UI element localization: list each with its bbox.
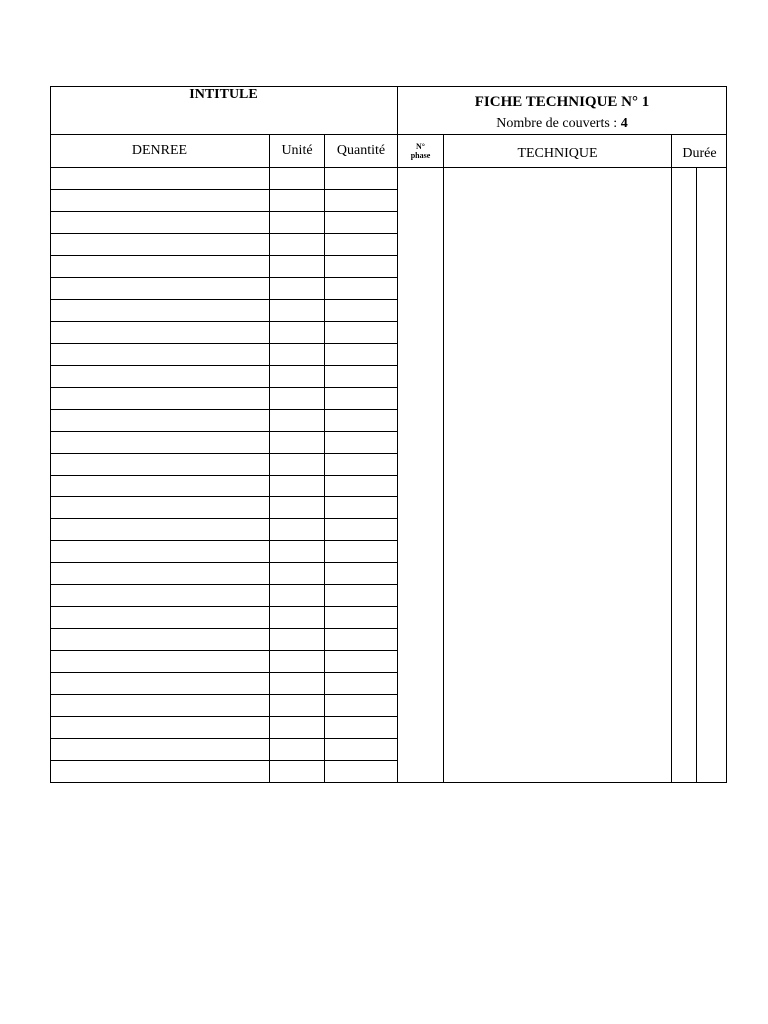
border-left <box>50 86 51 783</box>
ingredient-row-line <box>50 518 397 519</box>
column-header-quantite: Quantité <box>336 143 386 158</box>
ingredient-row-line <box>50 453 397 454</box>
ingredient-row-line <box>50 431 397 432</box>
column-header-phase <box>398 140 443 162</box>
ingredient-row-line <box>50 409 397 410</box>
phase-line-1: N° <box>416 142 425 151</box>
border-bottom <box>50 782 727 783</box>
divider-duree-inner <box>696 167 697 783</box>
ingredient-row-line <box>50 343 397 344</box>
header-separator <box>50 134 727 135</box>
border-right <box>726 86 727 783</box>
ingredient-row-line <box>50 540 397 541</box>
ingredient-row-line <box>50 255 397 256</box>
ingredient-row-line <box>50 277 397 278</box>
ingredient-row-line <box>50 760 397 761</box>
divider-left-right-block <box>397 86 398 783</box>
ingredient-row-line <box>50 496 397 497</box>
column-header-separator <box>50 167 727 168</box>
couverts-label: Nombre de couverts : <box>496 116 618 131</box>
ingredient-row-line <box>50 562 397 563</box>
intitule-label: INTITULE <box>189 87 258 102</box>
ingredient-row-line <box>50 189 397 190</box>
ingredient-row-line <box>50 387 397 388</box>
ingredient-row-line <box>50 475 397 476</box>
divider-technique-duree <box>671 134 672 783</box>
ingredient-row-line <box>50 738 397 739</box>
ingredient-row-line <box>50 694 397 695</box>
ingredient-row-line <box>50 716 397 717</box>
ingredient-row-line <box>50 672 397 673</box>
divider-phase-technique <box>443 134 444 783</box>
ingredient-row-line <box>50 650 397 651</box>
ingredient-row-line <box>50 628 397 629</box>
ingredient-row-line <box>50 584 397 585</box>
column-header-denree: DENREE <box>131 143 188 158</box>
divider-denree-unite <box>269 134 270 783</box>
ingredient-row-line <box>50 321 397 322</box>
ingredient-row-line <box>50 299 397 300</box>
ingredient-row-line <box>50 211 397 212</box>
column-header-technique: TECHNIQUE <box>517 146 598 161</box>
couverts-line <box>398 115 726 133</box>
ingredient-row-line <box>50 365 397 366</box>
column-header-unite: Unité <box>281 143 313 158</box>
column-header-duree: Durée <box>682 146 717 161</box>
couverts-value: 4 <box>620 116 628 131</box>
ingredient-row-line <box>50 606 397 607</box>
divider-unite-quantite <box>324 134 325 783</box>
form-title: FICHE TECHNIQUE N° 1 <box>474 93 650 110</box>
phase-line-2: phase <box>410 151 431 160</box>
fiche-technique-form <box>50 86 727 783</box>
ingredient-row-line <box>50 233 397 234</box>
